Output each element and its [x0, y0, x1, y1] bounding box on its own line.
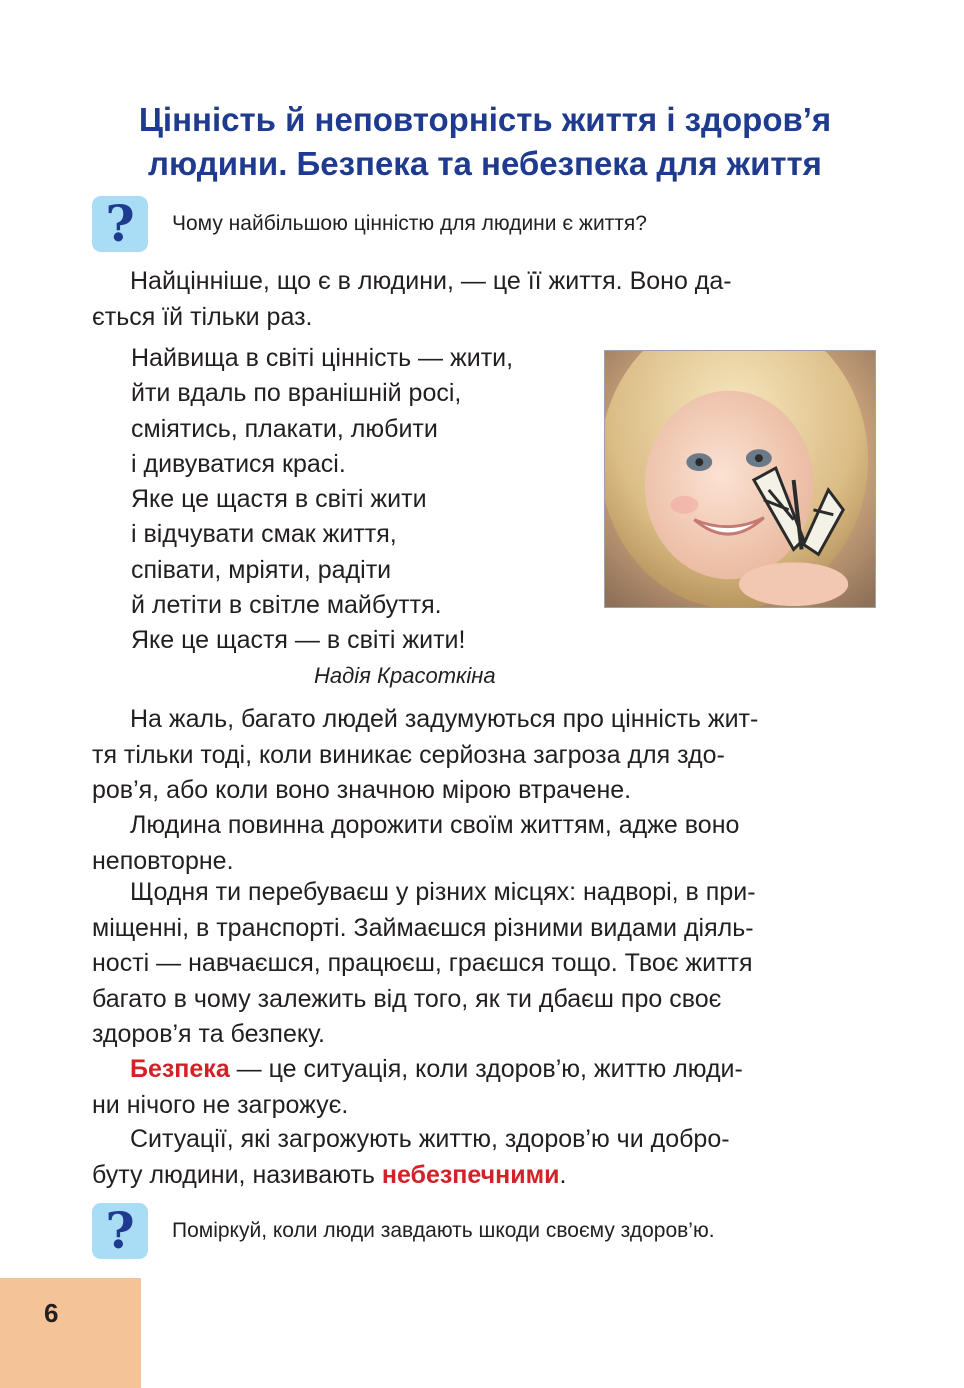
intro-line-1: Найцінніше, що є в людини, — це її життя. Воно да-	[130, 267, 732, 295]
paragraph-6-line-2-start: буту людини, називають	[92, 1160, 382, 1189]
intro-paragraph	[92, 264, 880, 335]
poem-line: Яке це щастя в світі жити	[131, 485, 427, 514]
paragraph-3-line-1: Людина повинна дорожити своїм життям, адже воно	[130, 811, 740, 839]
poem-line: сміятись, плакати, любити	[131, 414, 438, 443]
paragraph-2	[92, 702, 880, 809]
intro-line-2: ється їй тільки раз.	[92, 302, 313, 331]
poem	[131, 341, 601, 691]
poem-author: Надія Красоткіна	[314, 662, 496, 688]
poem-line: і дивуватися красі.	[131, 449, 346, 478]
question-mark-icon: ?	[92, 196, 148, 252]
paragraph-3-line-2: неповторне.	[92, 846, 234, 875]
paragraph-4-line-2: міщенні, в транспорті. Займаєшся різними видами діяль-	[92, 913, 754, 942]
paragraph-6	[92, 1122, 880, 1193]
poem-line: йти вдаль по вранішній росі,	[131, 379, 462, 408]
question-mark-icon: ?	[92, 1203, 148, 1259]
question-block-1	[92, 196, 912, 252]
question-block-2	[92, 1203, 912, 1259]
page-title	[60, 98, 910, 186]
term-nebezpechnymy: небезпечними	[381, 1160, 560, 1189]
paragraph-4-line-4: багато в чому залежить від того, як ти дбаєш про своє	[92, 984, 722, 1013]
poem-line: Найвища в світі цінність — жити,	[131, 344, 514, 372]
title-line-2: людини. Безпека та небезпека для життя	[148, 145, 822, 182]
paragraph-4-line-5: здоров’я та безпеку.	[92, 1020, 326, 1048]
page-number: 6	[44, 1298, 59, 1328]
paragraph-4-line-3: ності — навчаєшся, працюєш, граєшся тощо. Твоє життя	[92, 949, 753, 977]
paragraph-4-line-1: Щодня ти перебуваєш у різних місцях: надворі, в при-	[130, 878, 756, 906]
paragraph-6-line-1: Ситуації, які загрожують життю, здоров’ю чи добро-	[130, 1125, 730, 1153]
paragraph-2-line-1: На жаль, багато людей задумуються про цінність жит-	[130, 705, 759, 733]
paragraph-5-line-1-rest: — це ситуація, коли здоров’ю, життю люди-	[229, 1055, 743, 1083]
poem-line: співати, мріяти, радіти	[131, 555, 392, 584]
paragraph-2-line-3: ров’я, або коли воно значною мірою втрачене.	[92, 776, 632, 804]
paragraph-5-line-2: ни нічого не загрожує.	[92, 1090, 349, 1119]
paragraph-4	[92, 875, 880, 1053]
paragraph-6-end: .	[559, 1160, 567, 1189]
paragraph-2-line-2: тя тільки тоді, коли виникає серйозна загроза для здо-	[92, 740, 725, 769]
question-text-1: Чому найбільшою цінністю для людини є життя?	[172, 212, 647, 235]
poem-line: Яке це щастя — в світі жити!	[131, 626, 466, 655]
term-bezpeka: Безпека	[130, 1055, 230, 1083]
poem-line: і відчувати смак життя,	[131, 520, 397, 549]
question-text-2: Поміркуй, коли люди завдають шкоди своєму здоров’ю.	[172, 1219, 715, 1242]
page-number-tab	[0, 1278, 141, 1388]
title-line-1: Цінність й неповторність життя і здоров’я	[138, 101, 832, 138]
paragraph-5	[92, 1052, 880, 1123]
girl-with-butterfly-photo	[604, 350, 876, 608]
paragraph-3	[92, 808, 880, 879]
poem-line: й летіти в світле майбуття.	[131, 591, 442, 620]
